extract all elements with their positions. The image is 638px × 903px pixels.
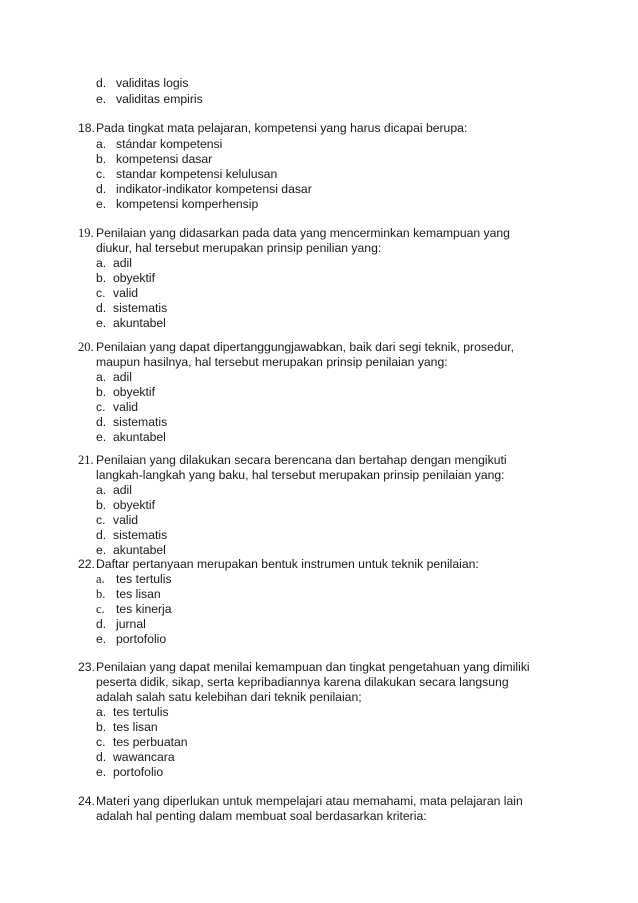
question-stem: peserta didik, sikap, serta kepribadiannya karena dilakukan secara langsung [96, 675, 509, 689]
option-letter: b. [96, 385, 107, 399]
option-letter: e. [96, 430, 107, 444]
option-text: sistematis [113, 301, 168, 315]
option-letter: c. [96, 735, 106, 749]
option-letter: c. [96, 513, 106, 527]
option-text: kompetensi komperhensip [116, 197, 259, 211]
option-text: valid [113, 286, 139, 300]
option-text: portofolio [116, 632, 167, 646]
option-letter: b. [96, 720, 107, 734]
option-letter: a. [96, 137, 107, 151]
option-text: akuntabel [113, 430, 166, 444]
option-letter: d. [96, 750, 107, 764]
option-text: sistematis [113, 528, 168, 542]
question-stem: Penilaian yang didasarkan pada data yang mencerminkan kemampuan yang [96, 226, 510, 240]
option-text: validitas empiris [116, 92, 203, 106]
option-text: tes kinerja [116, 602, 172, 616]
question-stem: diukur, hal tersebut merupakan prinsip penilian yang: [96, 241, 382, 255]
option-text: wawancara [113, 750, 175, 764]
option-text: valid [113, 513, 139, 527]
option-text: validitas logis [116, 76, 189, 90]
option-letter: c. [96, 602, 105, 616]
option-text: akuntabel [113, 543, 166, 557]
question-stem: langkah-langkah yang baku, hal tersebut merupakan prinsip penilaian yang: [96, 468, 505, 482]
question-number: 22. [78, 557, 95, 571]
option-text: tes lisan [113, 720, 158, 734]
option-text: jurnal [116, 617, 146, 631]
option-letter: b. [96, 498, 107, 512]
question-stem: Penilaian yang dapat menilai kemampuan dan tingkat pengetahuan yang dimiliki [96, 660, 530, 674]
option-text: obyektif [113, 385, 156, 399]
option-text: tes lisan [116, 587, 161, 601]
option-letter: e. [96, 316, 107, 330]
question-stem: maupun hasilnya, hal tersebut merupakan prinsip penilaian yang: [96, 355, 448, 369]
option-letter: e. [96, 197, 107, 211]
option-letter: c. [96, 400, 106, 414]
option-text: akuntabel [113, 316, 166, 330]
option-text: obyektif [113, 498, 156, 512]
option-letter: a. [96, 705, 107, 719]
question-number: 18. [78, 121, 95, 135]
option-text: portofolio [113, 765, 164, 779]
question-number: 24. [78, 794, 95, 808]
question-number: 21. [78, 453, 94, 467]
option-text: sistematis [113, 415, 168, 429]
question-number: 19. [78, 226, 94, 240]
question-stem: Penilaian yang dapat dipertanggungjawabkan, baik dari segi teknik, prosedur, [96, 340, 515, 354]
option-letter: b. [96, 271, 107, 285]
question-stem: adalah hal penting dalam membuat soal berdasarkan kriteria: [96, 809, 427, 823]
option-text: indikator-indikator kompetensi dasar [116, 182, 312, 196]
option-letter: d. [96, 182, 107, 196]
question-stem: Materi yang diperlukan untuk mempelajari atau memahami, mata pelajaran lain [96, 794, 523, 808]
option-letter: e. [96, 92, 107, 106]
question-number: 20. [78, 340, 94, 354]
option-letter: a. [96, 256, 107, 270]
option-letter: d. [96, 76, 107, 90]
option-text: adil [113, 256, 132, 270]
option-letter: c. [96, 286, 106, 300]
option-text: tes tertulis [113, 705, 169, 719]
option-letter: c. [96, 167, 106, 181]
option-letter: a. [96, 483, 107, 497]
option-text: valid [113, 400, 139, 414]
option-text: adil [113, 370, 132, 384]
question-number: 23. [78, 660, 95, 674]
question-stem: Daftar pertanyaan merupakan bentuk instrumen untuk teknik penilaian: [96, 557, 479, 571]
question-stem: Pada tingkat mata pelajaran, kompetensi yang harus dicapai berupa: [96, 121, 468, 135]
question-stem: adalah salah satu kelebihan dari teknik penilaian; [96, 690, 362, 704]
question-stem: Penilaian yang dilakukan secara berencana dan bertahap dengan mengikuti [96, 453, 507, 467]
option-letter: d. [96, 415, 107, 429]
option-letter: b. [96, 587, 106, 601]
option-letter: d. [96, 301, 107, 315]
option-text: tes perbuatan [113, 735, 188, 749]
option-letter: e. [96, 765, 107, 779]
option-text: tes tertulis [116, 572, 172, 586]
option-letter: b. [96, 152, 107, 166]
option-text: stándar kompetensi [116, 137, 223, 151]
option-text: obyektif [113, 271, 156, 285]
option-text: standar kompetensi kelulusan [116, 167, 278, 181]
option-letter: a. [96, 370, 107, 384]
option-letter: e. [96, 543, 107, 557]
option-letter: a. [96, 572, 105, 586]
option-text: kompetensi dasar [116, 152, 213, 166]
option-letter: d. [96, 528, 107, 542]
option-letter: e. [96, 632, 107, 646]
option-text: adil [113, 483, 132, 497]
option-letter: d. [96, 617, 107, 631]
